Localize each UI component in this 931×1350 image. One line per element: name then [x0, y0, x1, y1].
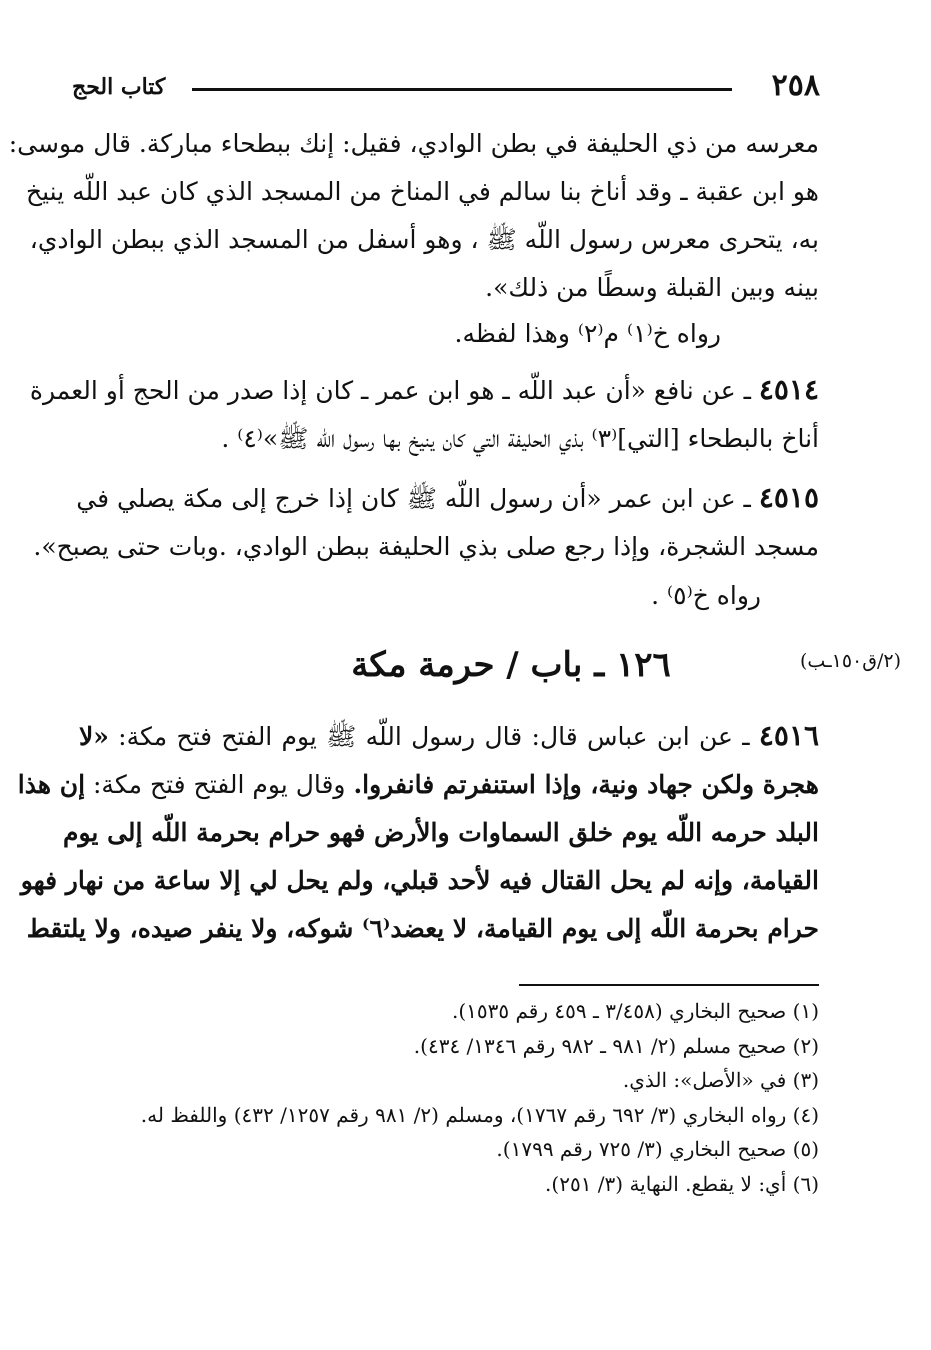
hadith-text: ـ عن نافع «أن عبد اللّه ـ هو ابن عمر ـ كان إذا صدر من الحج أو العمرة [29, 376, 751, 405]
hadith-number: ٤٥١٦ [758, 719, 820, 752]
text-line: بينه وبين القبلة وسطًا من ذلك». [485, 273, 819, 302]
page-number: ٢٥٨ [771, 68, 820, 103]
footnote: (٣) في «الأصل»: الذي. [622, 1068, 819, 1092]
header-rule [192, 88, 732, 91]
chapter-heading: ١٢٦ ـ باب / حرمة مكة [351, 645, 671, 685]
footnote: (٢) صحيح مسلم (٢/ ٩٨١ ـ ٩٨٢ رقم ١٣٤٦/ ٤٣٤). [413, 1033, 819, 1058]
footnote: (١) صحيح البخاري (٣/٤٥٨ ـ ٤٥٩ رقم ١٥٣٥). [451, 999, 819, 1023]
hadith-text: ـ عن ابن عمر «أن رسول اللّه ﷺ كان إذا خرج إلى مكة يصلي في [76, 484, 751, 513]
hadith-text: ـ عن ابن عباس قال: قال رسول اللّه ﷺ يوم الفتح فتح مكة: [108, 722, 750, 751]
hadith-4515 [33, 474, 819, 571]
text-line: البلد حرمه اللّه يوم خلق السماوات والأرض فهو حرام بحرمة اللّه إلى يوم [63, 818, 819, 847]
text-line [29, 366, 819, 415]
text-line [76, 474, 819, 523]
text-line: حرام بحرمة اللّه إلى يوم القيامة، لا يعضد⁽٦⁾ شوكه، ولا ينفر صيده، ولا يلتقط [26, 914, 819, 943]
footnote: (٦) أي: لا يقطع. النهاية (٣/ ٢٥١). [545, 1171, 819, 1196]
footnote: (٥) صحيح البخاري (٣/ ٧٢٥ رقم ١٧٩٩). [496, 1137, 819, 1161]
reference-line: رواه خ⁽١⁾ م⁽٢⁾ وهذا لفظه. [454, 319, 721, 348]
text-line: أناخ بالبطحاء [التي]⁽٣⁾ بذي الحليفة التي كان ينيخ بها رسول اللّه ﷺ»⁽٤⁾ . [221, 424, 819, 453]
text-line: مسجد الشجرة، وإذا رجع صلى بذي الحليفة ببطن الوادي، .وبات حتى يصبح». [33, 532, 819, 561]
manuscript-folio-note: (٢/ق١٥٠ـب) [800, 650, 902, 672]
footnotes [79, 994, 819, 1201]
text-line: به، يتحرى معرس رسول اللّه ﷺ ، وهو أسفل من المسجد الذي ببطن الوادي، [29, 225, 819, 254]
footnote-separator [519, 984, 819, 986]
paragraph-continuation [8, 120, 819, 312]
book-title: كتاب الحج [72, 74, 166, 100]
hadith-number: ٤٥١٤ [758, 373, 819, 406]
footnote: (٤) رواه البخاري (٣/ ٦٩٢ رقم ١٧٦٧)، ومسلم (٢/ ٩٨١ رقم ١٢٥٧/ ٤٣٢) واللفظ له. [140, 1102, 819, 1127]
reference-line: رواه خ⁽٥⁾ . [651, 581, 761, 610]
text-line: القيامة، وإنه لم يحل القتال فيه لأحد قبلي، ولم يحل لي إلا ساعة من نهار فهو [20, 866, 819, 895]
text-line [79, 712, 819, 761]
hadith-4516 [17, 712, 820, 953]
hadith-4514 [29, 366, 819, 463]
hadith-quote: «لا [79, 722, 109, 751]
text-line: هو ابن عقبة ـ وقد أناخ بنا سالم في المناخ من المسجد الذي كان عبد اللّه ينيخ [25, 177, 819, 206]
hadith-quote: إن هذا [17, 770, 86, 799]
hadith-number: ٤٥١٥ [758, 481, 819, 514]
text-line [17, 761, 819, 809]
text-line: معرسه من ذي الحليفة في بطن الوادي، فقيل: إنك ببطحاء مباركة. قال موسى: [8, 129, 819, 158]
hadith-text: وقال يوم الفتح فتح مكة: [85, 770, 354, 799]
page-header [72, 66, 820, 106]
hadith-quote: هجرة ولكن جهاد ونية، وإذا استنفرتم فانفروا. [353, 770, 819, 799]
